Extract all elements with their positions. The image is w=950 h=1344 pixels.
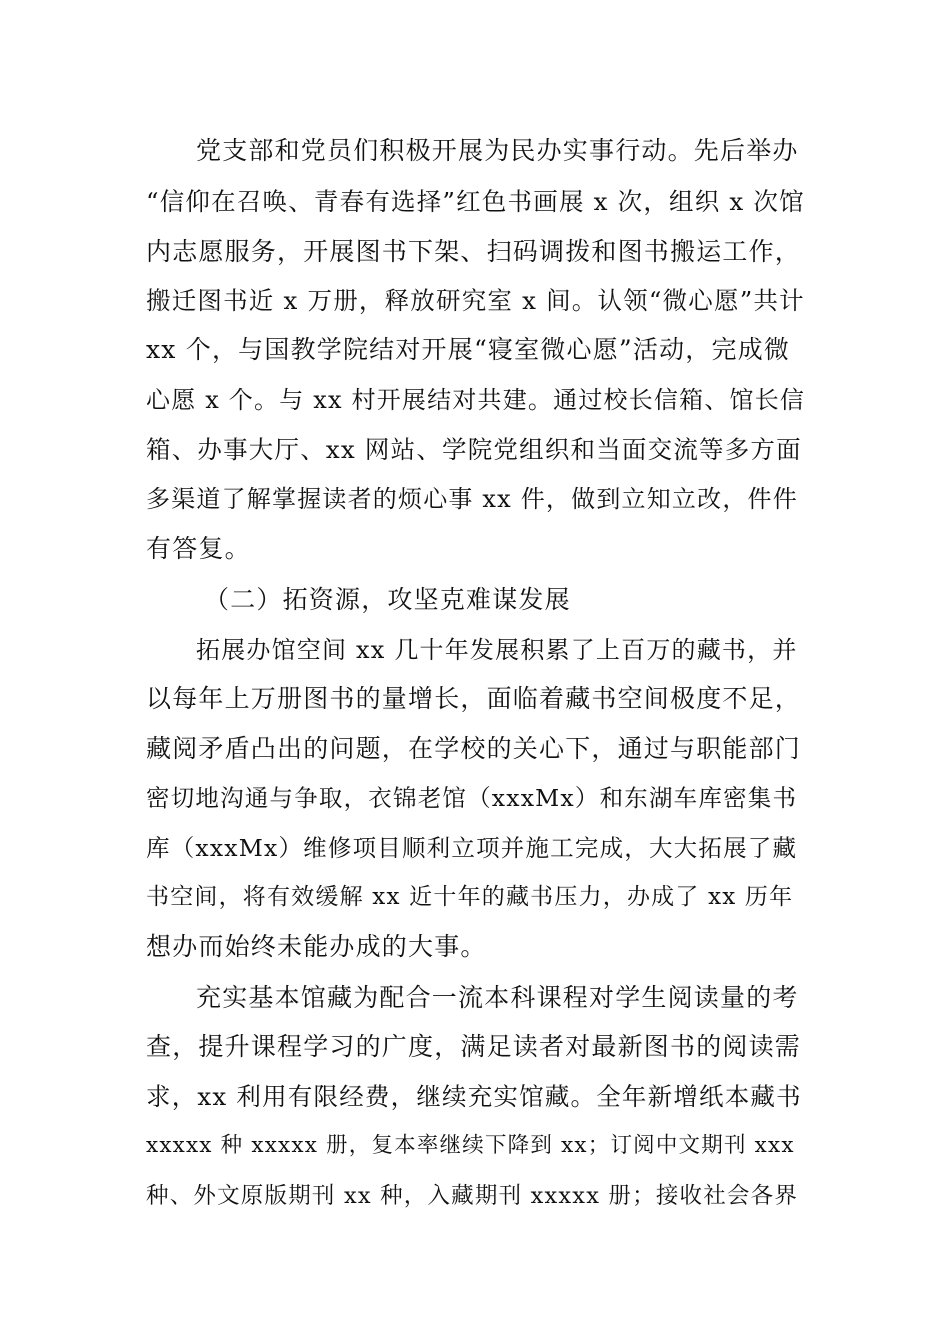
paragraph-2-line-4: 密切地沟通与争取，衣锦老馆（xxxMx）和东湖车库密集书 — [146, 784, 798, 812]
paragraph-3-line-3: 求，xx 利用有限经费，继续充实馆藏。全年新增纸本藏书 — [146, 1082, 802, 1111]
paragraph-2-line-5: 库（xxxMx）维修项目顺利立项并施工完成，大大拓展了藏 — [146, 834, 798, 862]
paragraph-1-line-4: 搬迁图书近 x 万册，释放研究室 x 间。认领“微心愿”共计 — [146, 286, 805, 315]
paragraph-3-line-4: xxxxx 种 xxxxx 册，复本率继续下降到 xx；订阅中文期刊 xxx — [146, 1133, 795, 1158]
paragraph-1-line-8: 多渠道了解掌握读者的烦心事 xx 件，做到立知立改，件件 — [146, 485, 798, 513]
paragraph-1-line-1: 党支部和党员们积极开展为民办实事行动。先后举办 — [196, 136, 799, 165]
paragraph-1-line-6: 心愿 x 个。与 xx 村开展结对共建。通过校长信箱、馆长信 — [146, 386, 806, 414]
paragraph-2-line-1: 拓展办馆空间 xx 几十年发展积累了上百万的藏书，并 — [196, 636, 798, 664]
paragraph-3-line-1: 充实基本馆藏为配合一流本科课程对学生阅读量的考 — [196, 983, 799, 1012]
paragraph-1-line-5: xx 个，与国教学院结对开展“寝室微心愿”活动，完成微 — [146, 335, 791, 364]
paragraph-2-line-7: 想办而始终未能办成的大事。 — [146, 932, 487, 961]
paragraph-1-line-3: 内志愿服务，开展图书下架、扫码调拨和图书搬运工作， — [146, 237, 802, 266]
paragraph-2-line-3: 藏阅矛盾凸出的问题，在学校的关心下，通过与职能部门 — [146, 734, 802, 763]
paragraph-2-line-2: 以每年上万册图书的量增长，面临着藏书空间极度不足， — [146, 684, 802, 713]
paragraph-1-line-9: 有答复。 — [146, 534, 251, 563]
paragraph-3-line-5: 种、外文原版期刊 xx 种，入藏期刊 xxxxx 册；接收社会各界 — [146, 1183, 799, 1209]
paragraph-1-line-2: “信仰在召唤、青春有选择”红色书画展 x 次，组织 x 次馆 — [146, 187, 805, 216]
section-heading: （二）拓资源，攻坚克难谋发展 — [204, 585, 571, 614]
paragraph-1-line-7: 箱、办事大厅、xx 网站、学院党组织和当面交流等多方面 — [146, 435, 802, 464]
paragraph-2-line-6: 书空间，将有效缓解 xx 近十年的藏书压力，办成了 xx 历年 — [146, 884, 794, 910]
paragraph-3-line-2: 查，提升课程学习的广度，满足读者对最新图书的阅读需 — [146, 1032, 802, 1061]
